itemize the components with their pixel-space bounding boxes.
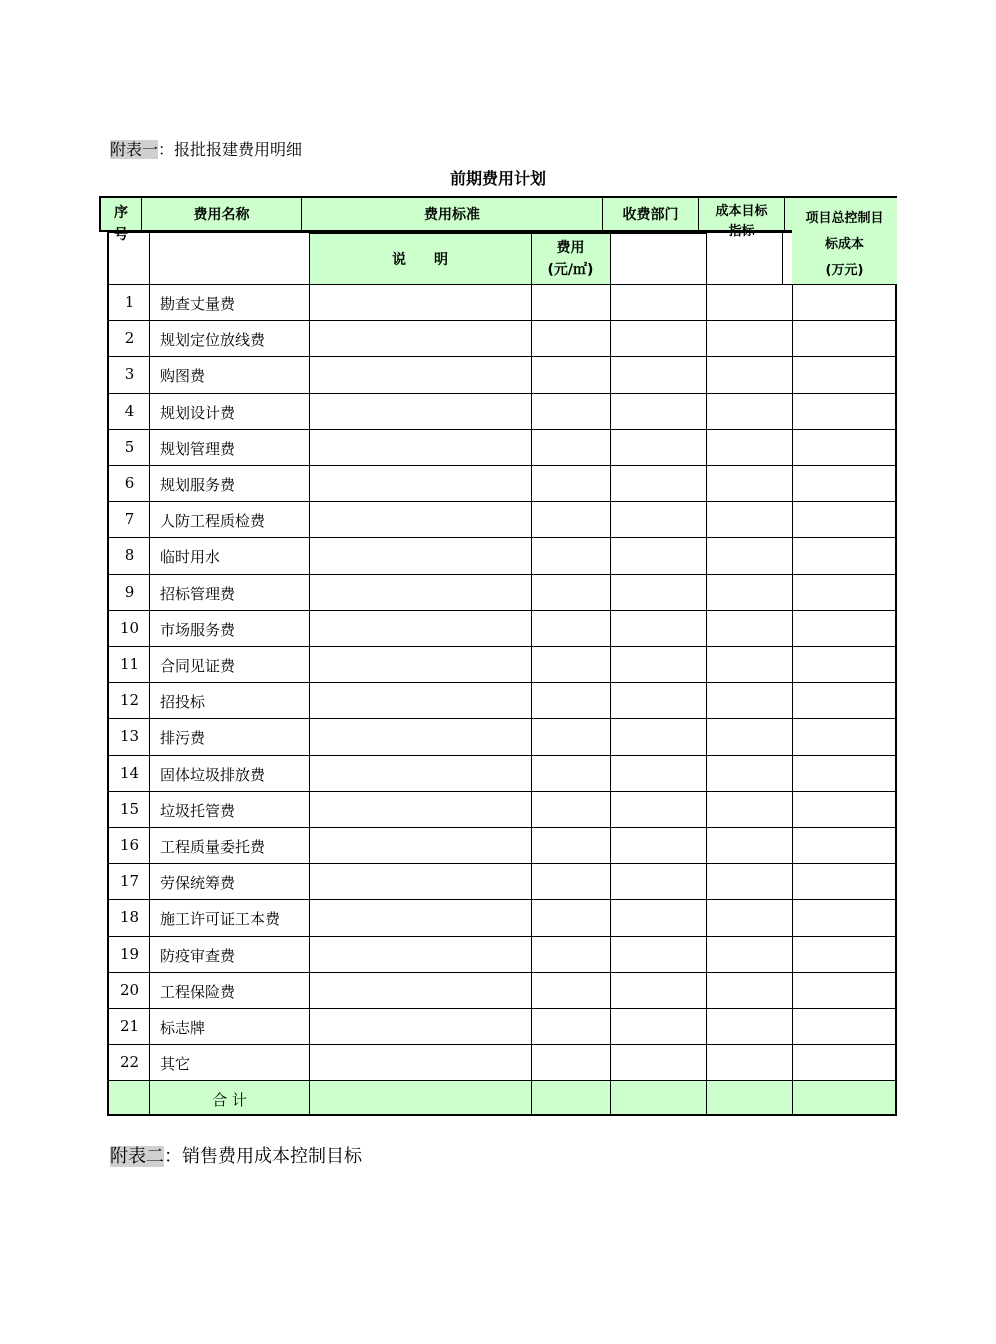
header-fee-standard: 费用标准	[302, 198, 603, 232]
table-row	[109, 791, 895, 827]
table-row	[109, 755, 895, 791]
row-fee-name: 排污费	[160, 729, 206, 748]
row-fee-name: 招标管理费	[160, 584, 236, 603]
header-fee: 费用 (元/㎡)	[547, 240, 594, 278]
row-number: 7	[124, 510, 135, 529]
header-strip	[99, 196, 897, 243]
row-number: 8	[124, 546, 135, 565]
caption-table-1	[110, 137, 302, 160]
table-row	[109, 899, 895, 935]
row-number: 11	[119, 655, 140, 673]
row-number: 19	[119, 944, 140, 963]
row-number: 14	[119, 763, 140, 782]
table-row	[109, 1044, 895, 1080]
table-row	[109, 465, 895, 501]
caption-2-prefix: 附表二	[110, 1146, 164, 1167]
row-number: 10	[119, 618, 140, 637]
caption-2-text: ：销售费用成本控制目标	[164, 1146, 362, 1167]
table-row	[109, 501, 895, 537]
caption-1-prefix: 附表一	[110, 140, 159, 159]
row-fee-name: 临时用水	[160, 548, 221, 567]
row-fee-name: 其它	[160, 1055, 191, 1074]
row-line	[610, 233, 706, 234]
header-cost-target: 成本目标指标	[699, 198, 785, 232]
row-fee-name: 固体垃圾排放费	[160, 765, 266, 784]
total-row	[109, 1080, 895, 1116]
row-number: 4	[124, 401, 135, 420]
row-number: 1	[124, 293, 135, 311]
row-number: 20	[119, 980, 140, 999]
row-number: 5	[124, 437, 135, 456]
table-row	[109, 936, 895, 972]
row-number: 13	[119, 727, 140, 746]
table-row	[109, 718, 895, 754]
row-fee-name: 垃圾托管费	[160, 801, 236, 820]
header-dept: 收费部门	[603, 198, 699, 232]
row-fee-name: 勘查丈量费	[160, 295, 236, 313]
row-number: 18	[119, 908, 140, 927]
row-fee-name: 规划定位放线费	[160, 331, 266, 350]
row-fee-name: 工程保险费	[160, 982, 236, 1001]
table-row	[109, 429, 895, 465]
row-number: 9	[124, 582, 135, 601]
row-fee-name: 人防工程质检费	[160, 512, 266, 531]
row-fee-name: 劳保统筹费	[160, 874, 236, 893]
table-row	[109, 356, 895, 392]
total-label: 合 计	[212, 1091, 247, 1110]
header-desc: 说 明	[392, 252, 448, 268]
row-number: 2	[124, 329, 135, 348]
row-fee-name: 工程质量委托费	[160, 838, 266, 856]
col-line-partial	[782, 233, 783, 284]
table-row	[109, 682, 895, 718]
table-row	[109, 827, 895, 863]
row-number: 16	[119, 836, 140, 854]
table-row	[109, 393, 895, 429]
row-line	[309, 233, 610, 234]
row-fee-name: 规划设计费	[160, 403, 236, 422]
header-total-control: 项目总控制目标成本 (万元)	[805, 211, 884, 278]
row-fee-name: 购图费	[160, 367, 206, 386]
row-fee-name: 规划管理费	[160, 439, 236, 458]
row-fee-name: 招投标	[160, 693, 206, 712]
row-number: 22	[119, 1053, 140, 1072]
row-number: 17	[119, 872, 140, 891]
row-fee-name: 市场服务费	[160, 620, 236, 639]
table-row	[109, 320, 895, 356]
row-fee-name: 规划服务费	[160, 476, 236, 494]
table-row	[109, 646, 895, 682]
row-number: 15	[119, 799, 140, 818]
caption-1-text: ：报批报建费用明细	[158, 140, 303, 159]
caption-table-2	[110, 1142, 362, 1168]
row-number: 3	[124, 365, 135, 384]
table-row	[109, 610, 895, 646]
table-row	[109, 537, 895, 573]
row-number: 6	[124, 474, 135, 492]
table-row	[109, 574, 895, 610]
row-number: 21	[119, 1017, 140, 1035]
row-fee-name: 防疫审查费	[160, 946, 236, 965]
row-fee-name: 标志牌	[160, 1019, 206, 1037]
header-fee-name: 费用名称	[142, 198, 302, 232]
row-number: 12	[119, 691, 140, 710]
table-row	[109, 1008, 895, 1044]
row-fee-name: 施工许可证工本费	[160, 910, 281, 929]
table-row	[109, 972, 895, 1008]
table-title: 前期费用计划	[449, 169, 546, 188]
table-row	[109, 284, 895, 320]
row-fee-name: 合同见证费	[160, 657, 236, 675]
table-row	[109, 863, 895, 899]
header-seq: 序号	[101, 198, 142, 232]
